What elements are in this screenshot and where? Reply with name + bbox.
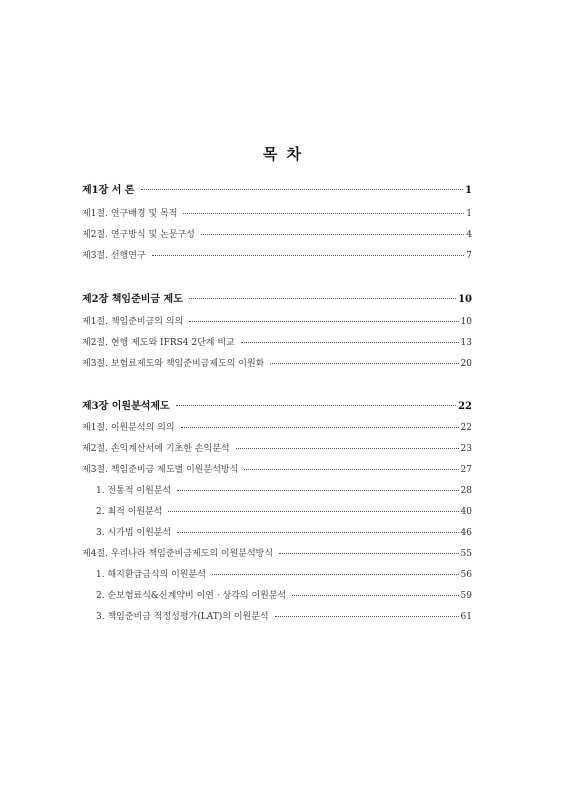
toc-entry[interactable] [82,314,472,327]
toc-subentry[interactable] [82,483,472,496]
dot-leader [244,468,458,470]
dot-leader [189,320,458,322]
entry-title: 2. 최적 이원분석 [96,507,163,517]
dot-leader [152,254,465,256]
toc-subentry[interactable] [82,588,472,601]
dot-leader [275,615,459,617]
dot-leader [176,404,456,406]
page-number: 10 [460,317,472,327]
entry-title: 1. 전통적 이원분석 [96,486,172,496]
toc-chapter-3[interactable] [82,397,472,412]
page-number: 10 [458,294,472,305]
page-number: 40 [460,507,472,517]
entry-title: 제2절. 연구방식 및 논문구성 [82,230,195,240]
page-number: 28 [460,486,472,496]
page-number: 59 [460,591,472,601]
toc-subentry[interactable] [82,609,472,622]
toc-chapter-1[interactable] [82,181,472,196]
entry-title: 3. 시가법 이원분석 [96,528,172,538]
entry-title: 1. 해지환급금식의 이원분석 [96,570,206,580]
entry-title: 제2절. 손익계산서에 기초한 손익분석 [82,444,230,454]
entry-title: 제1절. 책임준비금의 의의 [82,317,184,327]
page-title: 목 차 [262,145,304,163]
entry-title: 제2절. 현행 제도와 IFRS4 2단계 비교 [82,338,235,348]
dot-leader [183,212,464,214]
page-number: 13 [460,338,472,348]
chapter-title: 제1장 서 론 [82,185,135,196]
dot-leader [168,510,458,512]
page-number: 56 [460,570,472,580]
toc-subentry[interactable] [82,567,472,580]
toc-entry[interactable] [82,546,472,559]
entry-title: 제1절. 연구배경 및 목적 [82,209,178,219]
page-number: 46 [460,528,472,538]
page-number: 27 [460,465,472,475]
entry-title: 제1절. 이원분석의 의의 [82,423,175,433]
toc-entry[interactable] [82,462,472,475]
entry-title: 제3절. 보험료제도와 책임준비금제도의 이원화 [82,359,265,369]
toc-entry[interactable] [82,441,472,454]
entry-title: 2. 순보험료식&신계약비 이연 · 상각의 이원분석 [96,591,287,601]
page-number: 4 [466,230,472,240]
dot-leader [279,552,458,554]
dot-leader [236,447,459,449]
dot-leader [270,362,458,364]
dot-leader [292,594,458,596]
toc-chapter-2[interactable] [82,290,472,305]
chapter-title: 제3장 이원분석제도 [82,401,170,412]
page-number: 23 [460,444,472,454]
dot-leader [189,297,456,299]
entry-title: 3. 책임준비금 적정성평가(LAT)의 이원분석 [96,612,269,622]
page-number: 22 [458,401,472,412]
toc-entry[interactable] [82,420,472,433]
dot-leader [201,233,464,235]
entry-title: 제3절. 선행연구 [82,251,146,261]
chapter-title: 제2장 책임준비금 제도 [82,294,183,305]
page-number: 22 [460,423,472,433]
dot-leader [181,426,459,428]
toc-subentry[interactable] [82,504,472,517]
page-number: 1 [465,185,472,196]
entry-title: 제4절. 우리나라 책임준비금제도의 이원분석방식 [82,549,274,559]
dot-leader [212,573,459,575]
toc-entry[interactable] [82,227,472,240]
page-number: 20 [460,359,472,369]
page-number: 61 [460,612,472,622]
dot-leader [177,489,458,491]
page-number: 1 [466,209,472,219]
page-number: 55 [460,549,472,559]
toc-entry[interactable] [82,356,472,369]
toc-entry[interactable] [82,248,472,261]
toc-entry[interactable] [82,335,472,348]
dot-leader [241,341,459,343]
entry-title: 제3절. 책임준비금 제도별 이원분석방식 [82,465,239,475]
dot-leader [141,188,463,190]
toc-entry[interactable] [82,206,472,219]
toc-subentry[interactable] [82,525,472,538]
dot-leader [177,531,458,533]
page-number: 7 [466,251,472,261]
